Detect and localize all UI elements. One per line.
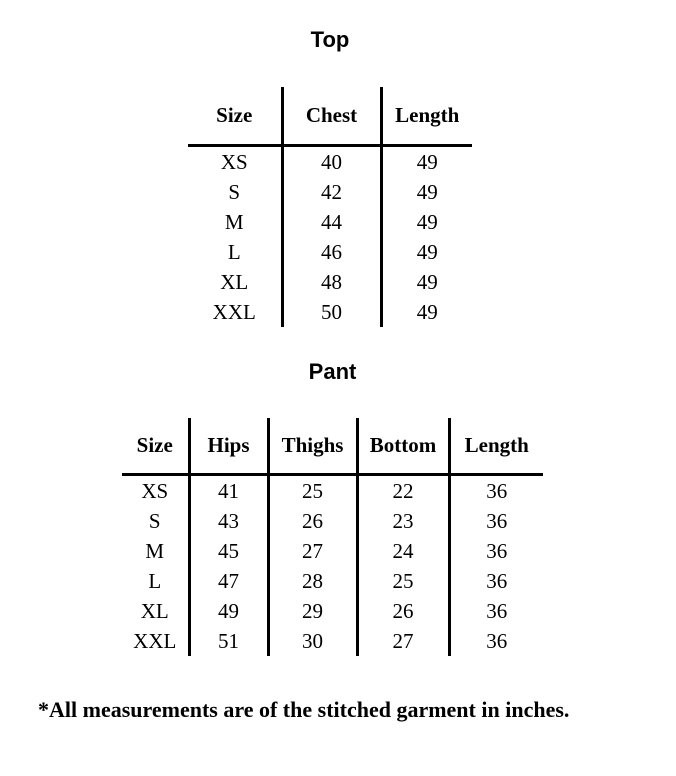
pant-header-size: Size (122, 418, 189, 475)
length-cell: 49 (381, 177, 472, 207)
table-row (122, 566, 543, 596)
bottom-cell: 23 (357, 506, 449, 536)
length-cell: 49 (381, 237, 472, 267)
top-section-title: Top (310, 27, 350, 52)
table-row (188, 146, 472, 178)
length-cell: 49 (381, 207, 472, 237)
length-cell: 36 (449, 536, 543, 566)
hips-cell: 43 (189, 506, 268, 536)
chest-cell: 48 (282, 267, 381, 297)
bottom-cell: 27 (357, 626, 449, 656)
length-cell: 49 (381, 297, 472, 327)
bottom-cell: 26 (357, 596, 449, 626)
top-size-table (188, 87, 472, 327)
hips-cell: 41 (189, 475, 268, 507)
chest-cell: 44 (282, 207, 381, 237)
length-cell: 36 (449, 566, 543, 596)
pant-header-bottom: Bottom (357, 418, 449, 475)
length-cell: 49 (381, 267, 472, 297)
pant-section-title: Pant (308, 359, 357, 384)
bottom-cell: 22 (357, 475, 449, 507)
table-row (122, 626, 543, 656)
top-table-header-row (188, 87, 472, 146)
thighs-cell: 30 (268, 626, 357, 656)
hips-cell: 49 (189, 596, 268, 626)
size-cell: XS (141, 478, 169, 503)
table-row (122, 475, 543, 507)
size-cell: XXL (212, 299, 256, 324)
chest-cell: 42 (282, 177, 381, 207)
size-cell: XXL (133, 628, 177, 653)
length-cell: 36 (449, 506, 543, 536)
size-cell: L (148, 568, 162, 593)
size-cell: XL (140, 598, 169, 623)
pant-header-hips: Hips (189, 418, 268, 475)
length-cell: 36 (449, 626, 543, 656)
thighs-cell: 27 (268, 536, 357, 566)
table-row (122, 506, 543, 536)
top-header-size: Size (188, 87, 282, 146)
pant-header-length: Length (449, 418, 543, 475)
length-cell: 36 (449, 475, 543, 507)
size-cell: M (145, 538, 165, 563)
hips-cell: 47 (189, 566, 268, 596)
table-row (188, 297, 472, 327)
length-cell: 49 (381, 146, 472, 178)
table-row (122, 536, 543, 566)
pant-table-header-row (122, 418, 543, 475)
bottom-cell: 24 (357, 536, 449, 566)
table-row (188, 207, 472, 237)
size-cell: XL (220, 269, 249, 294)
top-header-length: Length (381, 87, 472, 146)
table-row (188, 267, 472, 297)
size-cell: S (148, 508, 161, 533)
pant-header-thighs: Thighs (268, 418, 357, 475)
size-cell: L (227, 239, 241, 264)
top-header-chest: Chest (282, 87, 381, 146)
thighs-cell: 25 (268, 475, 357, 507)
size-cell: XS (220, 149, 248, 174)
chest-cell: 50 (282, 297, 381, 327)
size-cell: M (224, 209, 244, 234)
hips-cell: 51 (189, 626, 268, 656)
length-cell: 36 (449, 596, 543, 626)
table-row (188, 237, 472, 267)
table-row (122, 596, 543, 626)
table-row (188, 177, 472, 207)
hips-cell: 45 (189, 536, 268, 566)
bottom-cell: 25 (357, 566, 449, 596)
size-cell: S (228, 179, 241, 204)
thighs-cell: 29 (268, 596, 357, 626)
chest-cell: 46 (282, 237, 381, 267)
thighs-cell: 28 (268, 566, 357, 596)
pant-size-table (122, 418, 543, 656)
measurements-footnote: *All measurements are of the stitched garment in inches. (38, 697, 570, 722)
chest-cell: 40 (282, 146, 381, 178)
thighs-cell: 26 (268, 506, 357, 536)
